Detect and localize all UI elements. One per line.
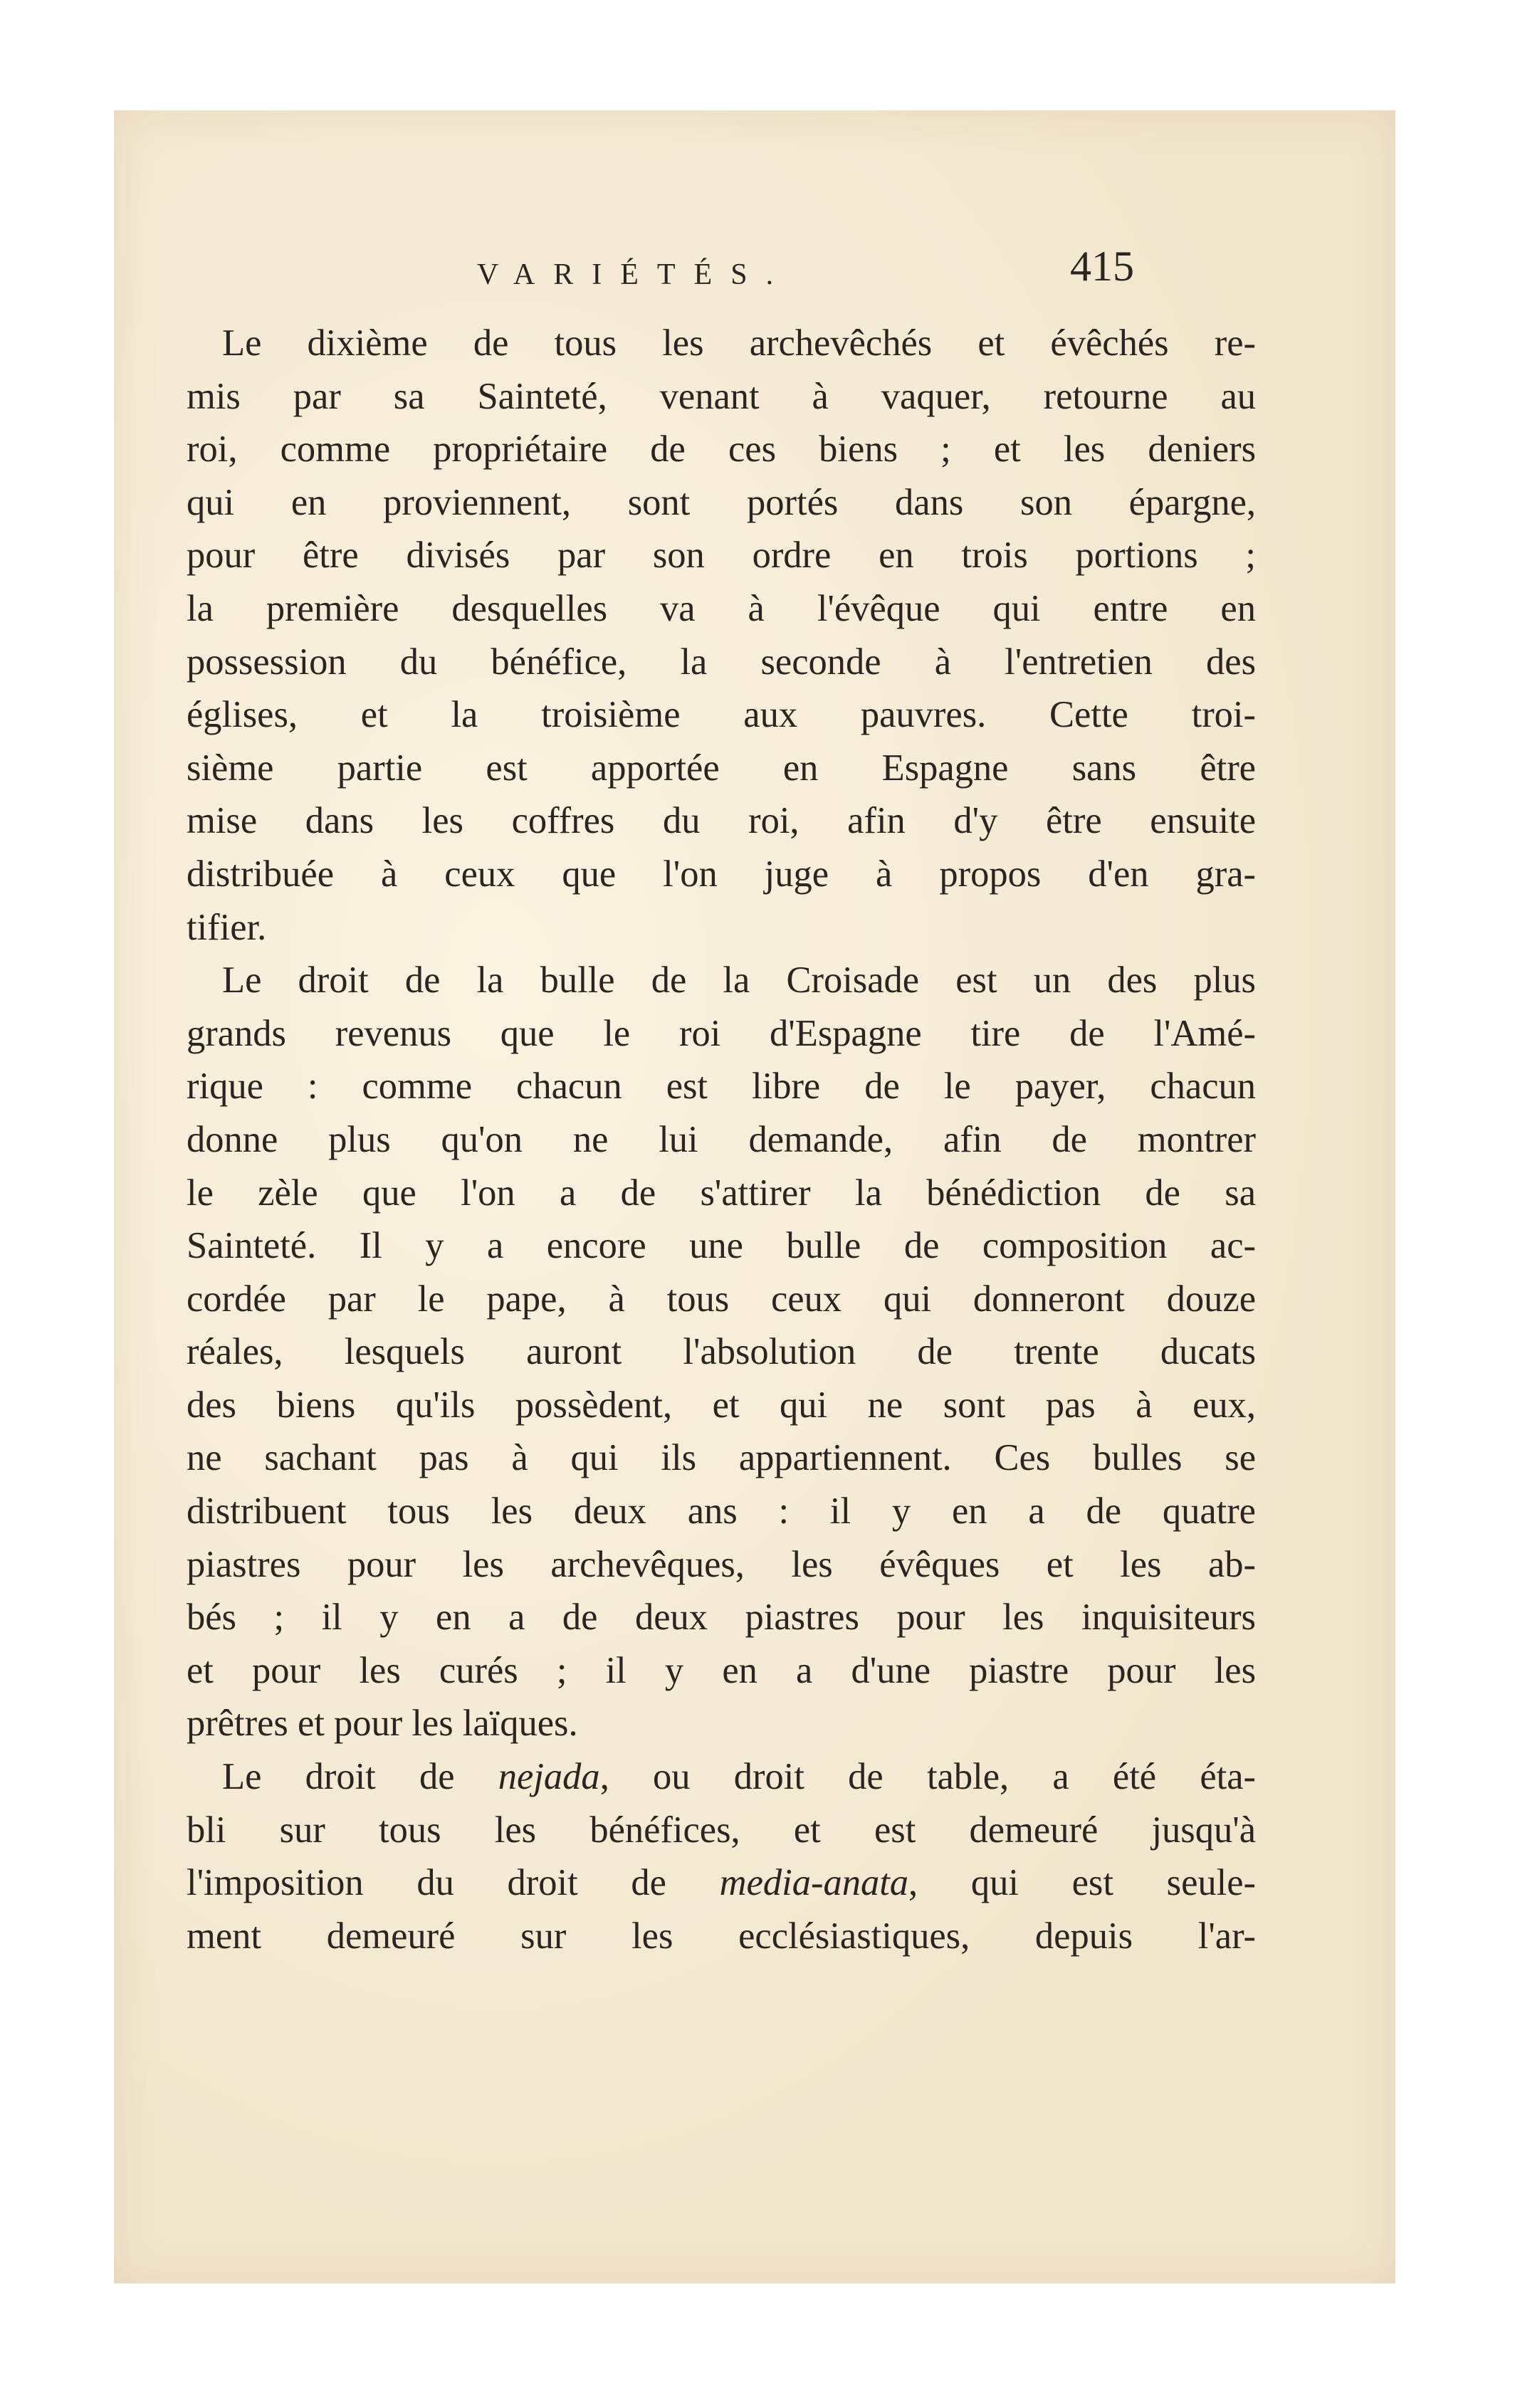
text-line xyxy=(187,1644,1256,1698)
text-segment: bli sur tous les bénéfices, et est demeuré jusqu'à xyxy=(187,1809,1256,1851)
text-line xyxy=(187,1060,1256,1113)
page-number: 415 xyxy=(1070,243,1134,290)
text-segment: tifier. xyxy=(187,906,267,948)
text-segment: cordée par le pape, à tous ceux qui donneront douze xyxy=(187,1278,1256,1320)
text-line xyxy=(187,1591,1256,1644)
text-segment: églises, et la troisième aux pauvres. Cette troi- xyxy=(187,694,1256,736)
text-line xyxy=(187,1856,1256,1910)
text-segment: Le droit de xyxy=(222,1756,498,1798)
italic-term: nejada xyxy=(498,1756,600,1798)
text-segment: distribuée à ceux que l'on juge à propos d'en gra- xyxy=(187,853,1256,895)
text-line xyxy=(187,1804,1256,1857)
text-segment: possession du bénéfice, la seconde à l'entretien des xyxy=(187,641,1256,683)
text-line xyxy=(187,1113,1256,1167)
text-segment: prêtres et pour les laïques. xyxy=(187,1703,578,1745)
text-line xyxy=(187,423,1256,476)
text-line xyxy=(187,1007,1256,1061)
text-line xyxy=(187,742,1256,795)
text-line xyxy=(187,1910,1256,1963)
text-segment: Le droit de la bulle de la Croisade est un des plus xyxy=(222,959,1256,1001)
text-segment: et pour les curés ; il y en a d'une piastre pour les xyxy=(187,1649,1256,1691)
text-segment: rique : comme chacun est libre de le payer, chacun xyxy=(187,1066,1256,1108)
text-segment: Sainteté. Il y a encore une bulle de composition ac- xyxy=(187,1225,1256,1267)
text-segment: des biens qu'ils possèdent, et qui ne sont pas à eux, xyxy=(187,1384,1256,1426)
text-line xyxy=(187,582,1256,636)
text-segment: la première desquelles va à l'évêque qui entre en xyxy=(187,587,1256,629)
text-line xyxy=(187,1431,1256,1485)
text-line xyxy=(187,636,1256,689)
text-segment: piastres pour les archevêques, les évêques et les ab- xyxy=(187,1543,1256,1585)
text-segment: , qui est seule- xyxy=(908,1862,1256,1904)
text-line xyxy=(187,1167,1256,1220)
text-segment: , ou droit de table, a été éta- xyxy=(599,1756,1256,1798)
text-segment: réales, lesquels auront l'absolution de trente ducats xyxy=(187,1331,1256,1373)
text-segment: pour être divisés par son ordre en trois portions ; xyxy=(187,535,1256,577)
text-line xyxy=(187,370,1256,424)
text-segment: sième partie est apportée en Espagne sans être xyxy=(187,747,1256,789)
text-segment: l'imposition du droit de xyxy=(187,1862,720,1904)
text-line xyxy=(187,1325,1256,1379)
text-line xyxy=(187,954,1256,1007)
text-line xyxy=(187,476,1256,530)
text-line xyxy=(187,1538,1256,1592)
text-line xyxy=(187,848,1256,901)
running-head-title: VARIÉTÉS. xyxy=(477,258,792,291)
text-line xyxy=(187,529,1256,582)
text-segment: qui en proviennent, sont portés dans son épargne, xyxy=(187,481,1256,523)
book-page xyxy=(114,110,1395,2283)
text-segment: ment demeuré sur les ecclésiastiques, depuis l'ar- xyxy=(187,1915,1256,1957)
running-head xyxy=(114,242,1395,299)
text-segment: roi, comme propriétaire de ces biens ; et les deniers xyxy=(187,429,1256,470)
text-line xyxy=(187,794,1256,848)
text-segment: le zèle que l'on a de s'attirer la bénédiction de sa xyxy=(187,1172,1256,1214)
text-segment: mis par sa Sainteté, venant à vaquer, retourne au xyxy=(187,375,1256,417)
text-segment: grands revenus que le roi d'Espagne tire de l'Amé- xyxy=(187,1012,1256,1054)
text-line xyxy=(187,1379,1256,1432)
text-segment: Le dixième de tous les archevêchés et évêchés re- xyxy=(222,322,1256,364)
body-text xyxy=(187,317,1256,1962)
text-line xyxy=(187,1697,1256,1750)
text-line xyxy=(187,1750,1256,1804)
text-line xyxy=(187,317,1256,370)
text-segment: distribuent tous les deux ans : il y en a de quatre xyxy=(187,1490,1256,1532)
text-line xyxy=(187,1219,1256,1273)
text-segment: donne plus qu'on ne lui demande, afin de montrer xyxy=(187,1118,1256,1160)
text-line xyxy=(187,901,1256,955)
text-line xyxy=(187,688,1256,742)
text-line xyxy=(187,1273,1256,1326)
text-segment: ne sachant pas à qui ils appartiennent. Ces bulles se xyxy=(187,1437,1256,1479)
italic-term: media-anata xyxy=(719,1862,909,1904)
text-line xyxy=(187,1485,1256,1538)
text-segment: bés ; il y en a de deux piastres pour les inquisiteurs xyxy=(187,1597,1256,1639)
text-segment: mise dans les coffres du roi, afin d'y être ensuite xyxy=(187,800,1256,842)
